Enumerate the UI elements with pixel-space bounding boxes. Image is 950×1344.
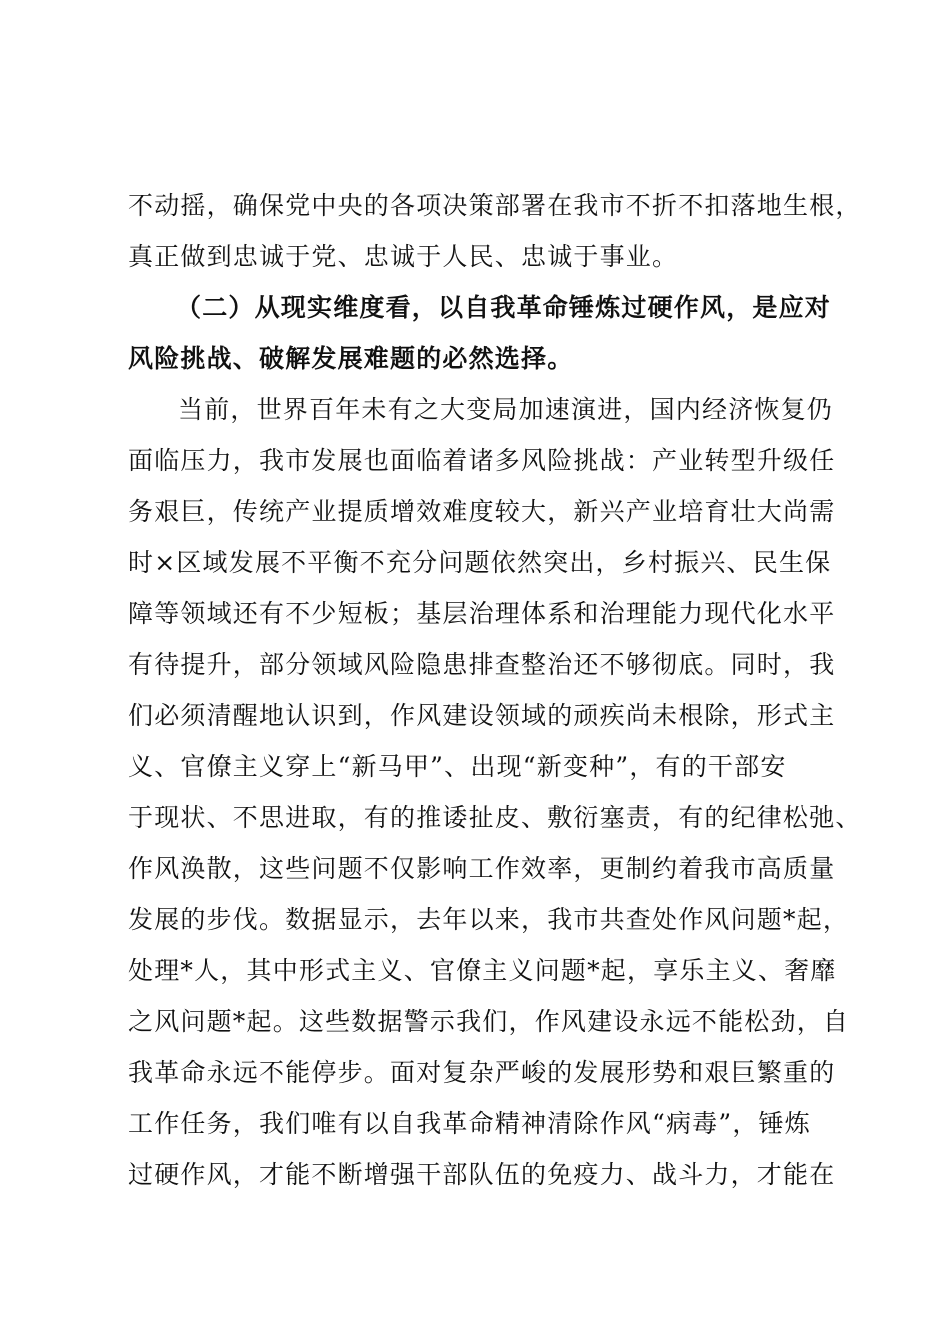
body-line: 处理*人，其中形式主义、官僚主义问题*起，享乐主义、奢靡	[128, 956, 837, 985]
paragraph-first-line: 当前，世界百年未有之大变局加速演进，国内经济恢复仍	[178, 395, 834, 424]
body-line: 务艰巨，传统产业提质增效难度较大，新兴产业培育壮大尚需	[128, 497, 836, 526]
body-line: 面临压力，我市发展也面临着诸多风险挑战：产业转型升级任	[128, 446, 836, 475]
body-line: 有待提升，部分领域风险隐患排查整治还不够彻底。同时，我	[128, 650, 836, 679]
body-line: 不动摇，确保党中央的各项决策部署在我市不折不扣落地生根，	[128, 191, 862, 220]
body-line: 障等领域还有不少短板；基层治理体系和治理能力现代化水平	[128, 599, 836, 628]
body-line: 过硬作风，才能不断增强干部队伍的免疫力、战斗力，才能在	[128, 1160, 836, 1189]
body-line: 义、官僚主义穿上“新马甲”、出现“新变种”，有的干部安	[128, 752, 787, 781]
body-line: 时×区域发展不平衡不充分问题依然突出，乡村振兴、民生保	[128, 548, 832, 577]
body-line: 于现状、不思进取，有的推诿扯皮、敷衍塞责，有的纪律松弛、	[128, 803, 862, 832]
section-heading-line: 风险挑战、破解发展难题的必然选择。	[128, 344, 574, 373]
body-line: 发展的步伐。数据显示，去年以来，我市共查处作风问题*起，	[128, 905, 850, 934]
body-line: 真正做到忠诚于党、忠诚于人民、忠诚于事业。	[128, 242, 679, 271]
body-line: 作风涣散，这些问题不仅影响工作效率，更制约着我市高质量	[128, 854, 836, 883]
body-line: 我革命永远不能停步。面对复杂严峻的发展形势和艰巨繁重的	[128, 1058, 836, 1087]
body-line: 之风问题*起。这些数据警示我们，作风建设永远不能松劲，自	[128, 1007, 850, 1036]
section-heading-line: （二）从现实维度看，以自我革命锤炼过硬作风，是应对	[176, 293, 832, 322]
body-line: 工作任务，我们唯有以自我革命精神清除作风“病毒”，锤炼	[128, 1109, 811, 1138]
body-line: 们必须清醒地认识到，作风建设领域的顽疾尚未根除，形式主	[128, 701, 836, 730]
